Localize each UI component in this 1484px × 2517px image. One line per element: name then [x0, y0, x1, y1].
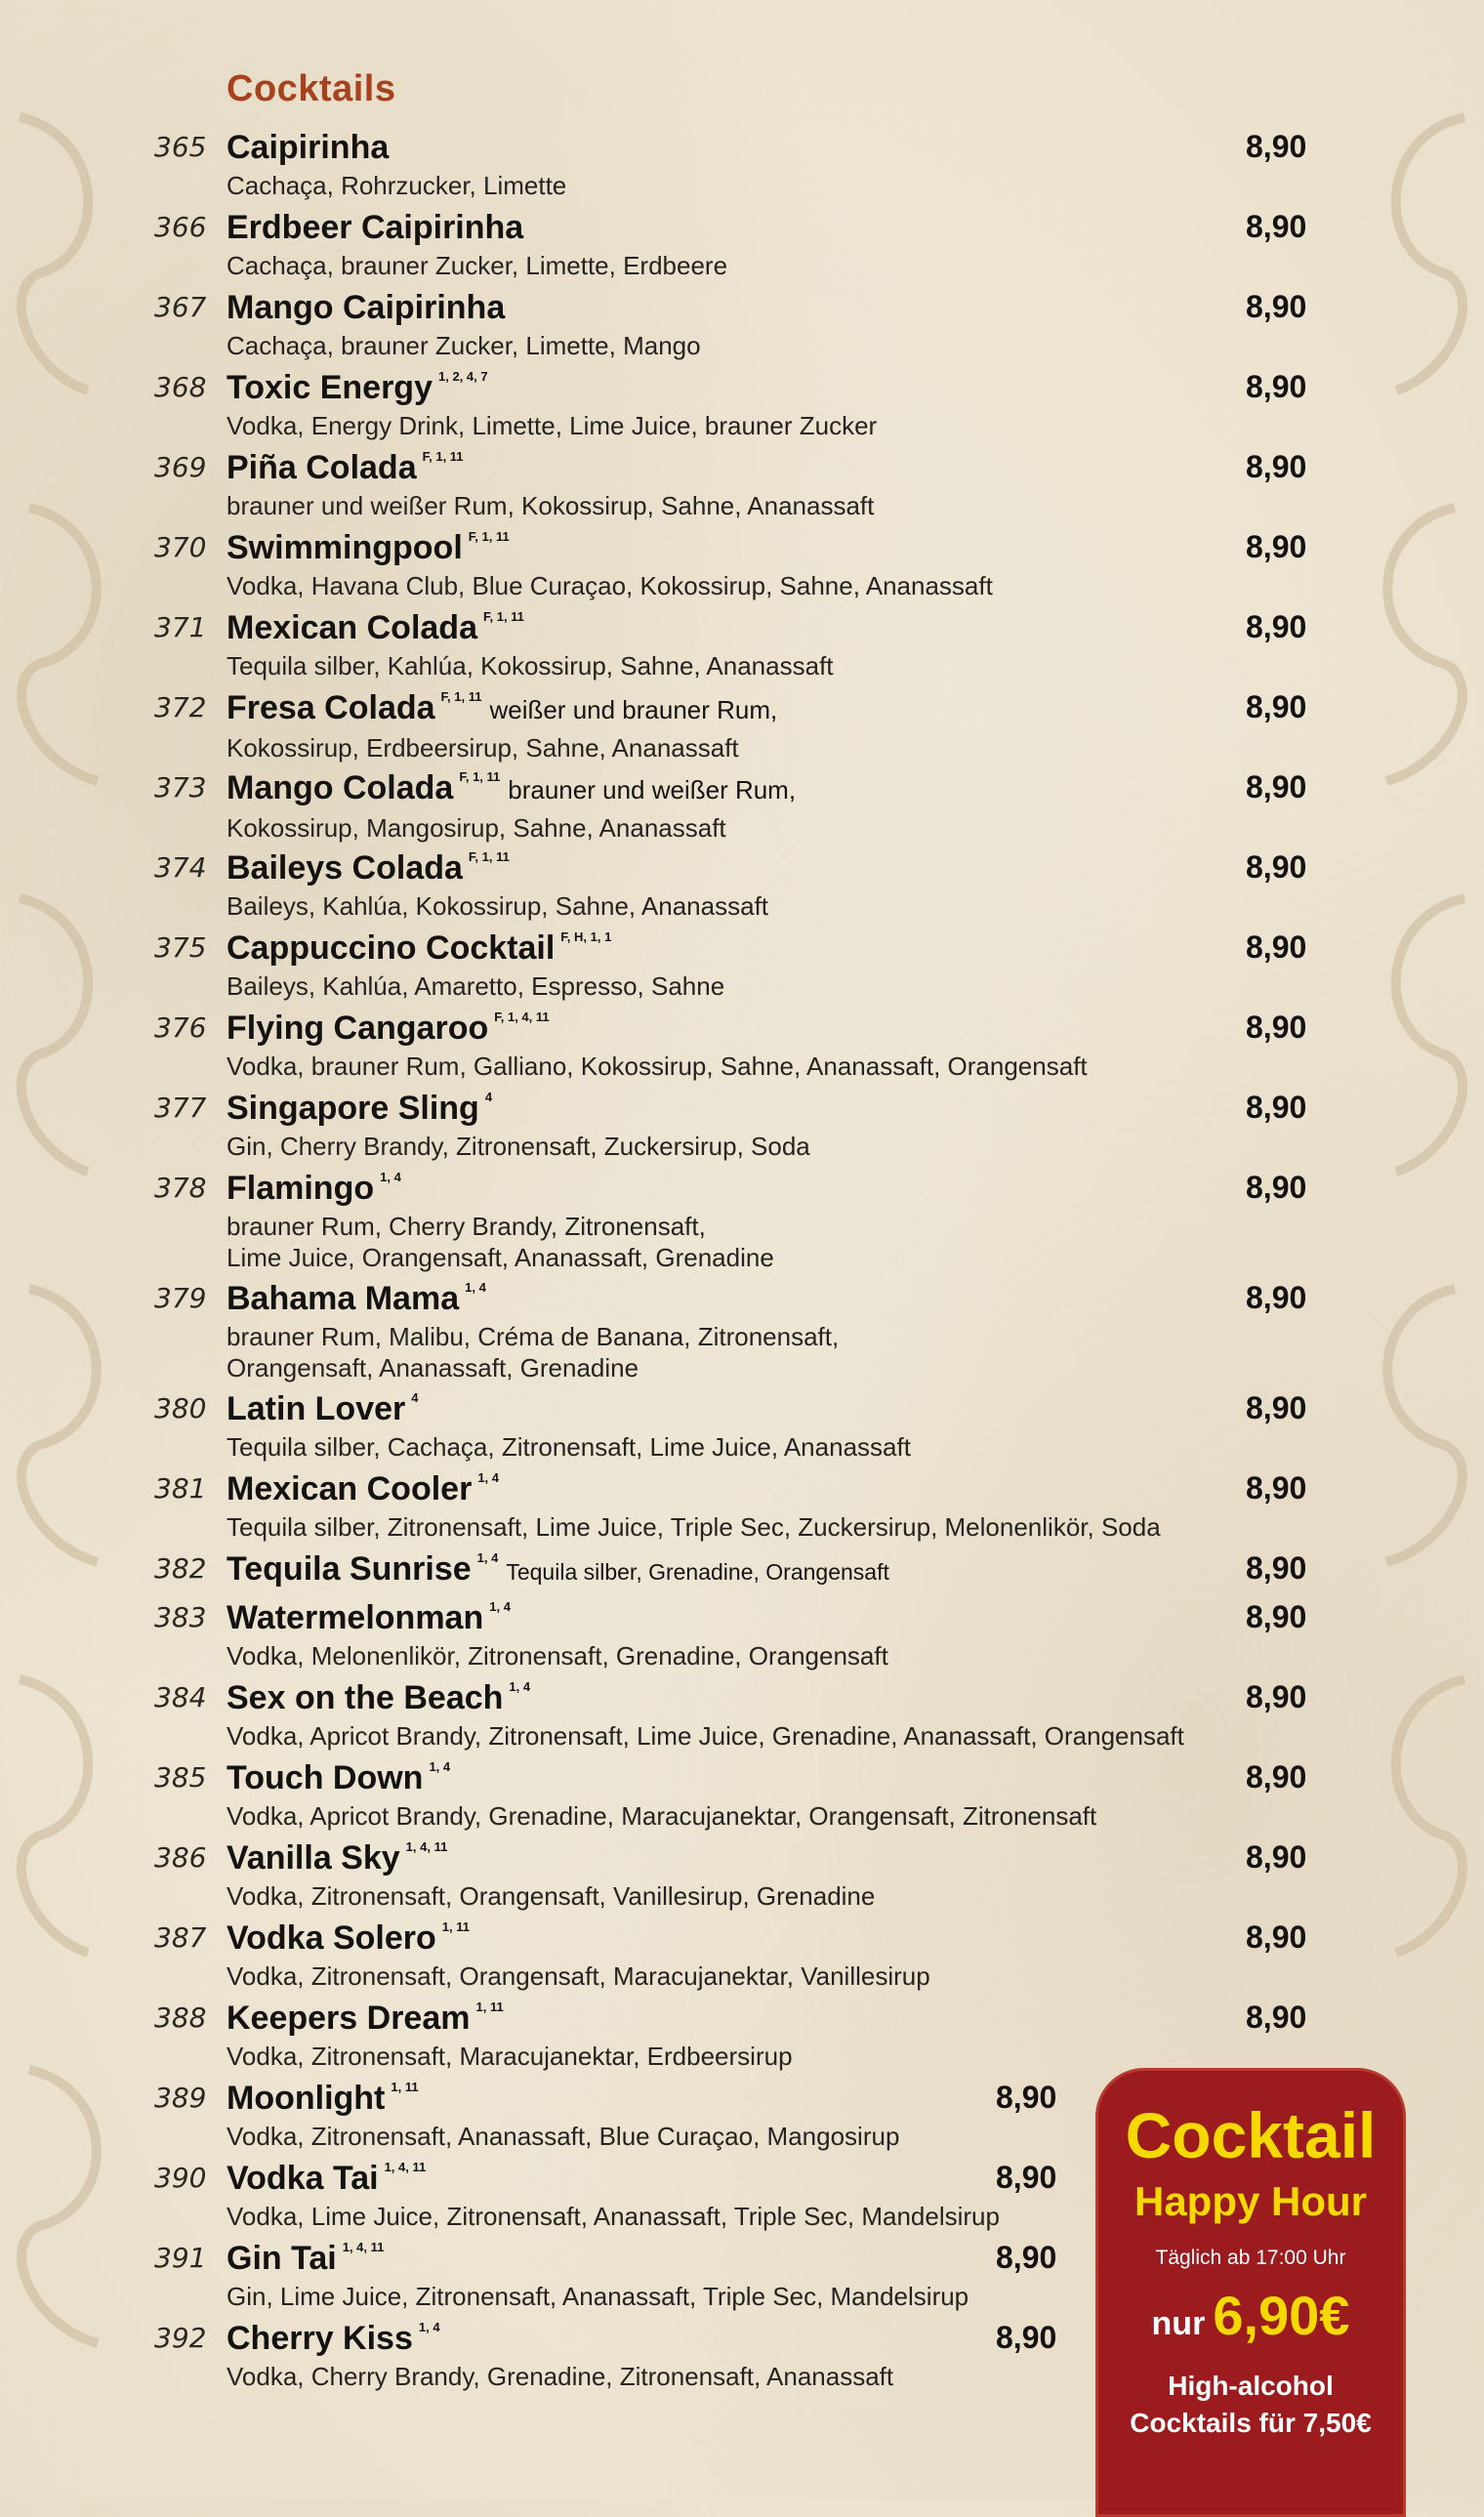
item-description-line: Tequila silber, Kahlúa, Kokossirup, Sahne, Ananassaft	[227, 651, 834, 681]
item-description	[227, 890, 768, 922]
item-description	[227, 970, 724, 1002]
item-allergens: 1, 11	[475, 2000, 504, 2014]
item-name: Latin Lover	[227, 1390, 406, 1427]
item-price: 8,90	[1246, 1470, 1307, 1506]
item-price: 8,90	[1246, 1759, 1307, 1795]
item-name-line	[227, 529, 510, 567]
item-description-line: Vodka, Energy Drink, Limette, Lime Juice, brauner Zucker	[227, 411, 878, 440]
item-name: Cappuccino Cocktail	[227, 929, 556, 967]
happy-hour-badge	[1095, 2068, 1406, 2517]
item-description-line: Baileys, Kahlúa, Amaretto, Espresso, Sahne	[227, 971, 725, 1001]
item-allergens: 1, 4	[380, 1170, 401, 1184]
item-name-line	[227, 1759, 450, 1797]
item-description	[227, 2121, 899, 2152]
happy-hour-title: Cocktail	[1125, 2099, 1377, 2171]
item-name: Baileys Colada	[227, 849, 463, 887]
item-allergens: 1, 4	[429, 1759, 451, 1774]
item-name-line	[227, 449, 464, 487]
item-price: 8,90	[1246, 1839, 1307, 1875]
item-number: 389	[154, 2082, 207, 2114]
item-name-line	[227, 849, 510, 887]
item-name-line	[227, 289, 505, 327]
item-name-line	[227, 1170, 401, 1208]
item-price: 8,90	[1246, 929, 1307, 965]
item-price: 8,90	[996, 2240, 1057, 2275]
item-price: 8,90	[1246, 2000, 1307, 2035]
item-price: 8,90	[1246, 1599, 1307, 1634]
item-description-line: Vodka, Zitronensaft, Orangensaft, Vanillesirup, Grenadine	[227, 1881, 876, 1911]
item-price: 8,90	[1246, 209, 1307, 244]
item-description-line: brauner Rum, Malibu, Créma de Banana, Zitronensaft,	[227, 1322, 840, 1351]
item-description	[227, 410, 877, 441]
item-name: Mexican Cooler	[227, 1470, 473, 1507]
item-allergens: F, 1, 11	[422, 449, 464, 464]
item-price: 8,90	[1246, 369, 1307, 404]
item-price: 8,90	[1246, 1919, 1307, 1955]
item-allergens: 1, 4, 11	[384, 2160, 427, 2174]
item-name-line	[227, 209, 523, 247]
happy-hour-price: 6,90€	[1213, 2285, 1350, 2346]
item-description-line: Vodka, Cherry Brandy, Grenadine, Zitronensaft, Ananassaft	[227, 2362, 894, 2391]
item-allergens: 4	[411, 1390, 419, 1405]
item-number: 366	[154, 211, 207, 243]
item-price: 8,90	[1246, 769, 1307, 805]
item-name: Keepers Dream	[227, 2000, 471, 2037]
item-description-inline: weißer und brauner Rum,	[489, 695, 778, 724]
item-number: 370	[154, 531, 207, 563]
item-price: 8,90	[996, 2320, 1057, 2355]
item-number: 379	[154, 1282, 207, 1314]
item-allergens: 1, 2, 4, 7	[438, 369, 488, 384]
item-name: Fresa Colada	[227, 689, 435, 726]
item-name-line	[227, 1599, 511, 1637]
item-number: 382	[154, 1552, 207, 1585]
item-description-line: Cachaça, brauner Zucker, Limette, Mango	[227, 331, 701, 360]
item-description	[227, 812, 726, 844]
item-name: Vanilla Sky	[227, 1839, 400, 1877]
item-name-line	[227, 1550, 889, 1589]
item-number: 386	[154, 1841, 207, 1874]
item-number: 376	[154, 1011, 207, 1044]
item-name-line	[227, 369, 488, 407]
item-allergens: 1, 4	[418, 2320, 440, 2334]
happy-hour-note-line2: Cocktails für 7,50€	[1130, 2408, 1372, 2438]
item-description	[227, 2281, 969, 2312]
item-number: 392	[154, 2322, 207, 2354]
item-name: Watermelonman	[227, 1599, 484, 1636]
item-price: 8,90	[1246, 1090, 1307, 1125]
item-description-line: Kokossirup, Mangosirup, Sahne, Ananassaft	[227, 813, 726, 843]
item-allergens: 1, 11	[441, 1919, 470, 1934]
item-name-line	[227, 1090, 492, 1128]
item-price: 8,90	[996, 2160, 1057, 2195]
item-allergens: 1, 4	[465, 1280, 486, 1295]
item-description-line: Cachaça, brauner Zucker, Limette, Erdbeere	[227, 251, 728, 280]
item-description	[227, 1800, 1096, 1832]
item-number: 383	[154, 1601, 207, 1633]
item-name-line	[227, 1470, 499, 1508]
item-description	[227, 2201, 1000, 2232]
item-number: 381	[154, 1472, 207, 1505]
item-name-line	[227, 929, 611, 968]
item-description	[227, 250, 727, 281]
item-price: 8,90	[1246, 849, 1307, 885]
item-description	[227, 1051, 1088, 1082]
item-allergens: F, 1, 11	[468, 529, 510, 544]
item-number: 380	[154, 1392, 207, 1424]
item-name: Mango Caipirinha	[227, 289, 506, 326]
item-name-line	[227, 1280, 486, 1318]
item-description-line: Vodka, Lime Juice, Zitronensaft, Ananassaft, Triple Sec, Mandelsirup	[227, 2202, 1000, 2231]
item-description	[227, 570, 993, 601]
item-allergens: 1, 4, 11	[405, 1839, 448, 1854]
item-description-line: brauner Rum, Cherry Brandy, Zitronensaft,	[227, 1212, 706, 1241]
item-description	[227, 170, 566, 201]
item-description-inline: brauner und weißer Rum,	[508, 775, 797, 805]
item-number: 367	[154, 291, 207, 323]
item-description-line: Orangensaft, Ananassaft, Grenadine	[227, 1353, 639, 1382]
item-allergens: 1, 4	[509, 1679, 531, 1694]
item-description-line: Baileys, Kahlúa, Kokossirup, Sahne, Ananassaft	[227, 891, 769, 921]
item-description-line: Vodka, brauner Rum, Galliano, Kokossirup, Sahne, Ananassaft, Orangensaft	[227, 1052, 1088, 1081]
item-allergens: F, 1, 11	[440, 689, 482, 704]
item-allergens: F, 1, 11	[468, 849, 510, 864]
item-price: 8,90	[1246, 1390, 1307, 1425]
item-price: 8,90	[1246, 1679, 1307, 1714]
item-price: 8,90	[996, 2080, 1057, 2115]
item-name-line	[227, 1010, 550, 1048]
item-allergens: 4	[484, 1090, 493, 1104]
item-description-line: Vodka, Havana Club, Blue Curaçao, Kokossirup, Sahne, Ananassaft	[227, 571, 993, 600]
item-number: 368	[154, 371, 207, 403]
item-name-line	[227, 2080, 419, 2118]
item-description-line: Gin, Cherry Brandy, Zitronensaft, Zuckersirup, Soda	[227, 1132, 810, 1161]
item-description	[227, 1211, 774, 1273]
item-name: Flamingo	[227, 1170, 375, 1207]
item-description-line: brauner und weißer Rum, Kokossirup, Sahne, Ananassaft	[227, 491, 875, 520]
item-allergens: F, 1, 11	[482, 609, 524, 624]
item-name: Swimmingpool	[227, 529, 463, 566]
item-name: Tequila Sunrise	[227, 1550, 472, 1588]
item-number: 373	[154, 771, 207, 804]
item-allergens: F, 1, 4, 11	[494, 1010, 550, 1024]
item-number: 371	[154, 611, 207, 643]
section-title: Cocktails	[227, 68, 396, 109]
item-name-line	[227, 689, 777, 727]
item-name: Toxic Energy	[227, 369, 433, 406]
item-name: Sex on the Beach	[227, 1679, 504, 1716]
happy-hour-note	[1098, 2368, 1403, 2442]
happy-hour-price-line	[1098, 2284, 1403, 2347]
item-number: 377	[154, 1092, 207, 1124]
item-number: 385	[154, 1761, 207, 1794]
item-name: Touch Down	[227, 1759, 424, 1796]
item-description-line: Vodka, Melonenlikör, Zitronensaft, Grenadine, Orangensaft	[227, 1641, 888, 1671]
item-name: Moonlight	[227, 2080, 386, 2117]
item-description-line: Vodka, Zitronensaft, Ananassaft, Blue Curaçao, Mangosirup	[227, 2122, 900, 2151]
item-number: 365	[154, 131, 207, 163]
item-price: 8,90	[1246, 609, 1307, 644]
item-name-line	[227, 1679, 530, 1717]
item-name: Bahama Mama	[227, 1280, 460, 1317]
item-name: Mango Colada	[227, 769, 454, 806]
item-number: 384	[154, 1681, 207, 1713]
item-description	[227, 2041, 793, 2072]
item-name-line	[227, 1919, 470, 1958]
item-description-line: Vodka, Zitronensaft, Orangensaft, Maracujanektar, Vanillesirup	[227, 1961, 930, 1991]
item-description	[227, 330, 701, 361]
item-description	[227, 1720, 1184, 1752]
item-price: 8,90	[1246, 1550, 1307, 1586]
item-description	[227, 1131, 810, 1162]
item-name-line	[227, 769, 796, 807]
item-name: Mexican Colada	[227, 609, 477, 646]
item-price: 8,90	[1246, 689, 1307, 724]
item-price: 8,90	[1246, 1010, 1307, 1045]
item-description	[227, 1640, 888, 1671]
item-description-line: Gin, Lime Juice, Zitronensaft, Ananassaft, Triple Sec, Mandelsirup	[227, 2282, 969, 2311]
item-description-line: Vodka, Zitronensaft, Maracujanektar, Erdbeersirup	[227, 2042, 793, 2071]
item-description	[227, 1960, 930, 1992]
item-name: Vodka Solero	[227, 1919, 436, 1957]
item-description-line: Vodka, Apricot Brandy, Grenadine, Maracujanektar, Orangensaft, Zitronensaft	[227, 1801, 1097, 1831]
item-description-line: Tequila silber, Zitronensaft, Lime Juice, Triple Sec, Zuckersirup, Melonenlikör, Soda	[227, 1512, 1161, 1542]
happy-hour-subtitle: Happy Hour	[1134, 2178, 1367, 2224]
item-allergens: 1, 4	[477, 1470, 499, 1485]
item-price: 8,90	[1246, 129, 1307, 164]
item-name-line	[227, 1839, 447, 1877]
item-description-line: Lime Juice, Orangensaft, Ananassaft, Grenadine	[227, 1243, 774, 1272]
item-name: Cherry Kiss	[227, 2320, 413, 2357]
item-number: 388	[154, 2001, 207, 2034]
item-allergens: 1, 4	[489, 1599, 511, 1614]
item-description	[227, 1321, 839, 1383]
item-price: 8,90	[1246, 529, 1307, 564]
item-name: Piña Colada	[227, 449, 417, 486]
item-number: 390	[154, 2162, 207, 2194]
item-price: 8,90	[1246, 449, 1307, 484]
item-number: 391	[154, 2242, 207, 2274]
item-name-line	[227, 2000, 504, 2038]
item-name: Singapore Sling	[227, 1090, 479, 1127]
item-name: Flying Cangaroo	[227, 1010, 489, 1047]
item-description-line: Cachaça, Rohrzucker, Limette	[227, 171, 567, 200]
item-description	[227, 1511, 1161, 1543]
item-name: Caipirinha	[227, 129, 390, 166]
item-name-line	[227, 2240, 384, 2278]
item-name: Erdbeer Caipirinha	[227, 209, 524, 246]
item-name-line	[227, 1390, 418, 1428]
item-description	[227, 732, 739, 763]
item-description-inline: Tequila silber, Grenadine, Orangensaft	[506, 1559, 889, 1585]
item-number: 369	[154, 451, 207, 483]
item-allergens: 1, 11	[391, 2080, 419, 2094]
item-name-line	[227, 2320, 440, 2358]
item-number: 378	[154, 1172, 207, 1204]
item-name-line	[227, 2160, 426, 2198]
item-price: 8,90	[1246, 1170, 1307, 1205]
item-description	[227, 1880, 875, 1912]
happy-hour-prefix: nur	[1151, 2305, 1206, 2342]
item-description	[227, 1431, 911, 1463]
item-allergens: 1, 4, 11	[342, 2240, 385, 2254]
happy-hour-daily: Täglich ab 17:00 Uhr	[1155, 2247, 1346, 2269]
item-description-line: Kokossirup, Erdbeersirup, Sahne, Ananassaft	[227, 733, 739, 763]
item-number: 387	[154, 1921, 207, 1954]
item-name-line	[227, 129, 389, 167]
item-description	[227, 650, 834, 681]
item-number: 375	[154, 931, 207, 964]
item-name: Gin Tai	[227, 2240, 337, 2277]
item-allergens: F, H, 1, 1	[560, 929, 612, 944]
item-name-line	[227, 609, 524, 647]
item-description-line: Vodka, Apricot Brandy, Zitronensaft, Lime Juice, Grenadine, Ananassaft, Orangensaft	[227, 1721, 1184, 1751]
item-price: 8,90	[1246, 289, 1307, 324]
item-allergens: F, 1, 11	[459, 769, 501, 784]
item-description	[227, 490, 874, 521]
item-name: Vodka Tai	[227, 2160, 379, 2197]
item-description-line: Tequila silber, Cachaça, Zitronensaft, Lime Juice, Ananassaft	[227, 1432, 911, 1462]
item-number: 372	[154, 691, 207, 723]
happy-hour-note-line1: High-alcohol	[1168, 2371, 1334, 2401]
item-description	[227, 2361, 893, 2392]
item-price: 8,90	[1246, 1280, 1307, 1315]
item-number: 374	[154, 851, 207, 884]
item-allergens: 1, 4	[476, 1550, 499, 1565]
